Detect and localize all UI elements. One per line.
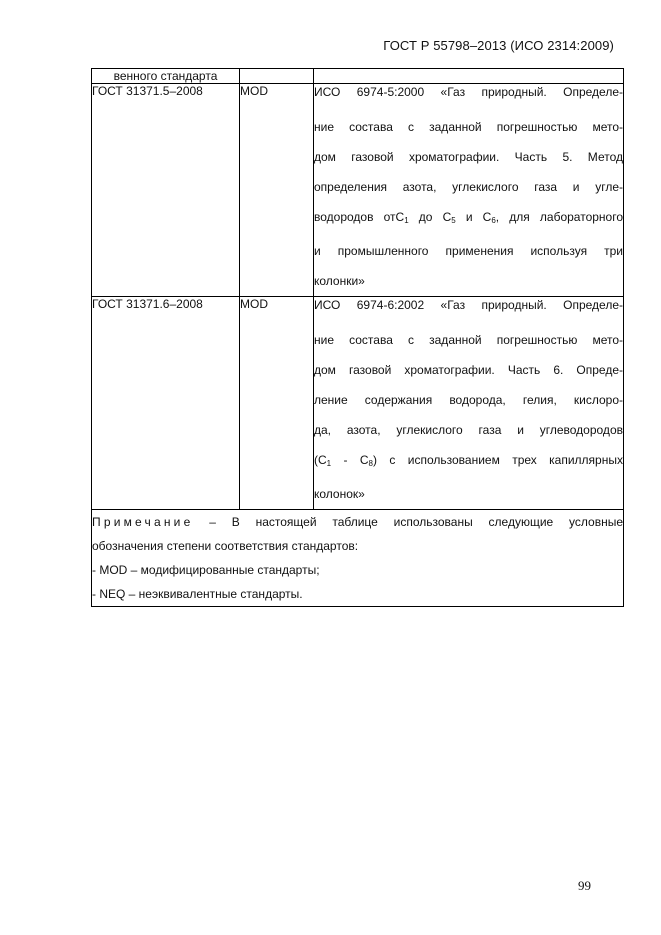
description-line: ИСО 6974-6:2002 «Газ природный. Определе- (314, 298, 623, 312)
formula-subscript: 8 (368, 459, 373, 468)
formula-text: , для лабораторного (495, 210, 623, 224)
note-line (92, 510, 623, 534)
table-row-continuation (92, 69, 624, 84)
table-row (92, 84, 624, 297)
description-line: колонок» (314, 487, 365, 501)
page-number: 99 (578, 878, 591, 893)
description-line: дом газовой хроматографии. Часть 6. Опреде- (314, 363, 623, 377)
degree-cell: MOD (240, 297, 314, 510)
formula-subscript: 5 (451, 216, 456, 225)
formula-text: до C (408, 210, 452, 224)
degree-cell: MOD (240, 84, 314, 297)
description-line: ние состава с заданной погрешностью мето- (314, 333, 623, 347)
description-line: да, азота, углекислого газа и углеводородов (314, 423, 623, 437)
description-line: определения азота, углекислого газа и угле- (314, 180, 623, 194)
standard-code-cell: ГОСТ 31371.5–2008 (92, 84, 240, 297)
description-line: ИСО 6974-5:2000 «Газ природный. Определе- (314, 85, 623, 99)
description-line-formula (314, 202, 623, 236)
description-line: и промышленного применения используя три (314, 244, 623, 258)
continuation-cell-standard: венного стандарта (92, 69, 240, 84)
description-line-formula (314, 445, 623, 479)
note-text: – В настоящей таблице использованы следующие условные (193, 515, 623, 529)
continuation-cell-degree (240, 69, 314, 84)
standard-code-cell: ГОСТ 31371.6–2008 (92, 297, 240, 510)
international-standard-cell (314, 84, 624, 297)
table-note-row (92, 510, 624, 607)
formula-text: водородов от (314, 210, 396, 224)
description-line: дом газовой хроматографии. Часть 5. Метод (314, 150, 623, 164)
formula-subscript: 1 (404, 216, 409, 225)
document-header: ГОСТ Р 55798–2013 (ИСО 2314:2009) (383, 38, 614, 53)
note-line: - NEQ – неэквивалентные стандарты. (92, 587, 303, 601)
table-row (92, 297, 624, 510)
formula-text: и C (455, 210, 492, 224)
note-line: обозначения степени соответствия стандартов: (92, 539, 359, 553)
description-line: колонки» (314, 274, 365, 288)
formula-symbol: C (395, 210, 405, 224)
international-standard-cell (314, 297, 624, 510)
formula-subscript: 6 (491, 216, 496, 225)
formula-text: - C (331, 453, 369, 467)
formula-text: (C (314, 453, 327, 467)
table-note (92, 510, 624, 607)
formula-subscript: 1 (326, 459, 332, 468)
note-label: Примечание (92, 515, 194, 529)
standards-correspondence-table (91, 68, 624, 607)
description-line: ние состава с заданной погрешностью мето- (314, 120, 623, 134)
continuation-cell-description (314, 69, 624, 84)
note-line: - MOD – модифицированные стандарты; (92, 563, 320, 577)
formula-text: ) с использованием трех капиллярных (373, 453, 623, 467)
description-line: ление содержания водорода, гелия, кислоро- (314, 393, 623, 407)
